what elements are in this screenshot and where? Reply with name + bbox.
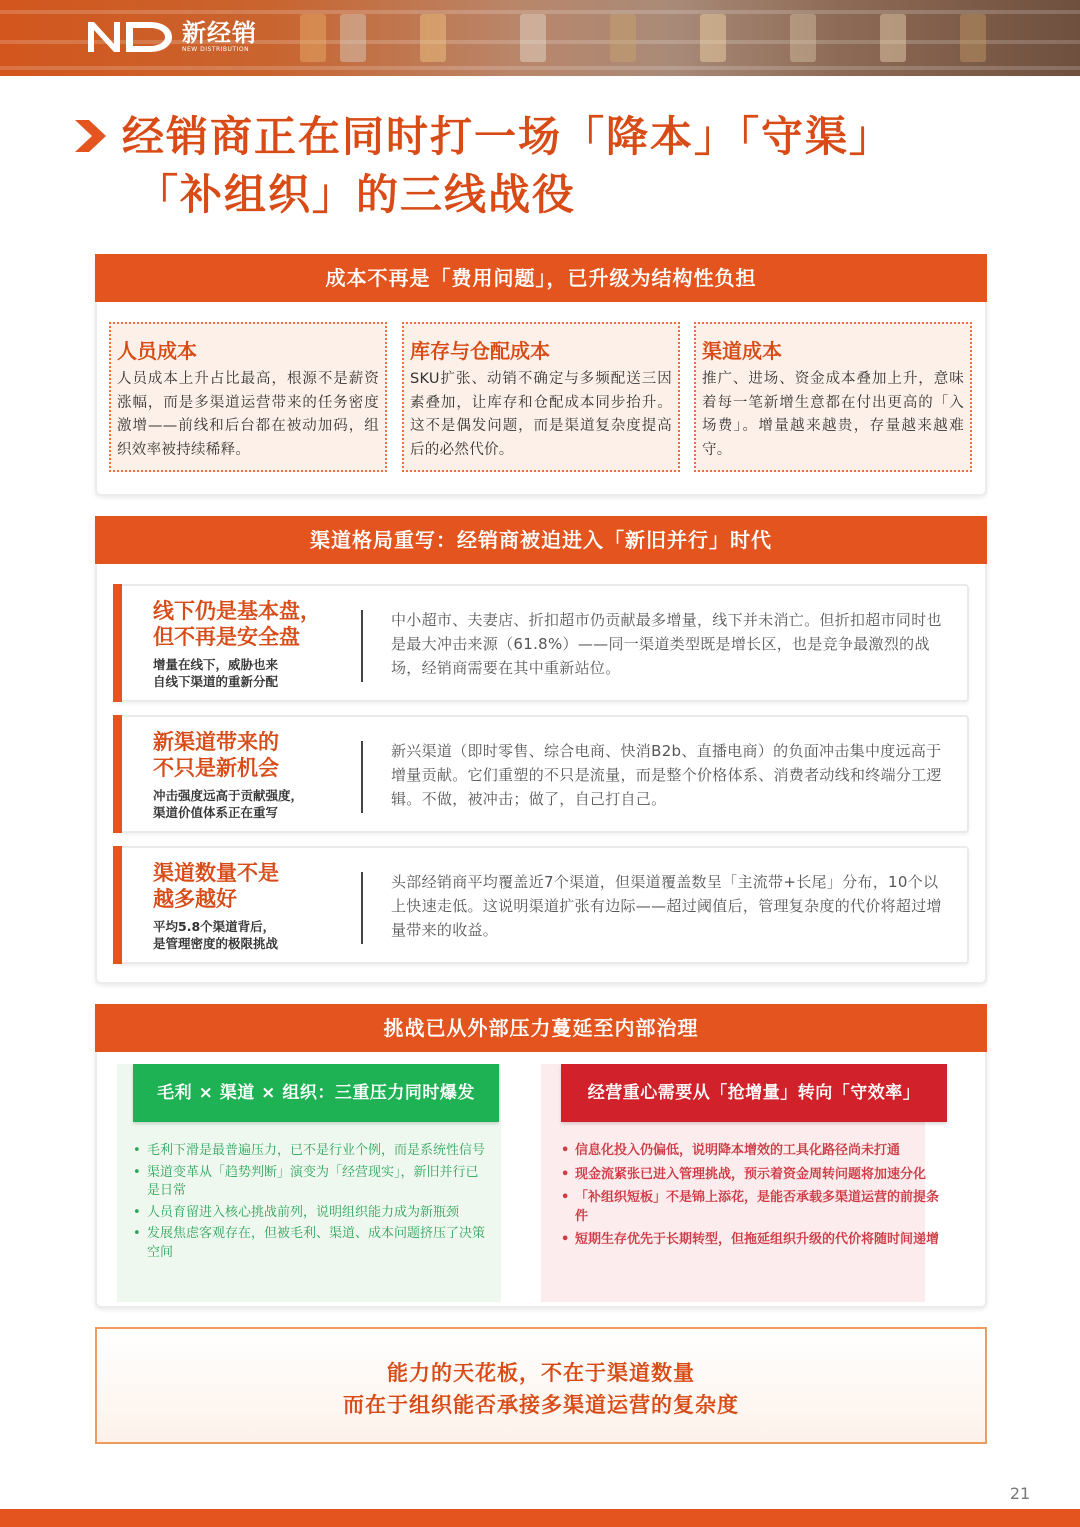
cost-card-title: 人员成本 bbox=[117, 339, 197, 363]
title-line-2: 「补组织」的三线战役 bbox=[136, 170, 577, 219]
page-number: 21 bbox=[1009, 1484, 1031, 1503]
cost-section bbox=[95, 254, 987, 496]
cost-card-body: SKU扩张、动销不确定与多频配送三因素叠加，让库存和仓配成本同步抬升。这不是偶发问题，而是渠道复杂度提高后的必然代价。 bbox=[410, 371, 672, 458]
channel-row-title-line: 不只是新机会 bbox=[153, 756, 279, 780]
channel-row-subtitle-line: 自线下渠道的重新分配 bbox=[153, 674, 279, 689]
shelf-product bbox=[960, 14, 986, 62]
pressure-heading: 毛利 × 渠道 × 组织：三重压力同时爆发 bbox=[133, 1064, 499, 1122]
list-item: • 「补组织短板」不是锦上添花，是能否承载多渠道运营的前提条件 bbox=[559, 1189, 939, 1226]
cost-card-inventory bbox=[402, 322, 680, 472]
channel-row-subtitle-line: 平均5.8个渠道背后， bbox=[153, 919, 276, 934]
shelf-product bbox=[340, 14, 366, 62]
cost-card-channel bbox=[694, 322, 972, 472]
vertical-divider bbox=[361, 872, 363, 944]
pressure-list bbox=[131, 1142, 487, 1265]
cost-section-heading: 成本不再是「费用问题」，已升级为结构性负担 bbox=[95, 254, 987, 302]
channel-row-subtitle-line: 渠道价值体系正在重写 bbox=[153, 805, 279, 820]
list-item: • 毛利下滑是最普遍压力，已不是行业个例，而是系统性信号 bbox=[131, 1142, 487, 1161]
channel-row-text: 新兴渠道（即时零售、综合电商、快消B2b、直播电商）的负面冲击集中度远高于增量贡献。它们重塑的不只是流量，而是整个价格体系、消费者动线和终端分工逻辑。不做，被冲击；做了，自己打自己。 bbox=[391, 742, 942, 808]
channel-row-subtitle-line: 增量在线下，威胁也来 bbox=[153, 657, 279, 672]
shelf-product bbox=[420, 14, 446, 62]
vertical-divider bbox=[361, 610, 363, 682]
channel-row-title-line: 但不再是安全盘 bbox=[153, 625, 300, 649]
channel-row-title-line: 越多越好 bbox=[153, 887, 237, 911]
vertical-divider bbox=[361, 741, 363, 813]
channel-row-text: 头部经销商平均覆盖近7个渠道，但渠道覆盖数呈「主流带+长尾」分布，10个以上快速走低。这说明渠道扩张有边际——超过阈值后，管理复杂度的代价将超过增量带来的收益。 bbox=[391, 873, 942, 939]
pressure-column bbox=[117, 1064, 501, 1302]
list-item: • 短期生存优先于长期转型，但拖延组织升级的代价将随时间递增 bbox=[559, 1231, 939, 1250]
title-line-1: 经销商正在同时打一场「降本」「守渠」 bbox=[122, 112, 894, 161]
page-title bbox=[122, 108, 1022, 224]
channel-row-text: 中小超市、夫妻店、折扣超市仍贡献最多增量，线下并未消亡。但折扣超市同时也是最大冲击来源（61.8%）——同一渠道类型既是增长区，也是竞争最激烈的战场，经销商需要在其中重新站位。 bbox=[391, 611, 942, 677]
logo-chinese-text: 新经销 bbox=[182, 19, 257, 47]
shelf-product bbox=[300, 14, 326, 62]
cost-card-title: 渠道成本 bbox=[702, 339, 782, 363]
channel-row-subtitle bbox=[153, 656, 353, 690]
channel-row-title-line: 新渠道带来的 bbox=[153, 730, 279, 754]
shelf-product bbox=[610, 14, 636, 62]
channel-row-title-line: 线下仍是基本盘， bbox=[153, 599, 321, 623]
cost-card-title: 库存与仓配成本 bbox=[410, 339, 550, 363]
list-item: • 信息化投入仍偏低，说明降本增效的工具化路径尚未打通 bbox=[559, 1142, 939, 1161]
shelf-product bbox=[790, 14, 816, 62]
conclusion-box bbox=[95, 1327, 987, 1444]
shelf-line bbox=[0, 66, 1080, 70]
list-item: • 发展焦虑客观存在，但被毛利、渠道、成本问题挤压了决策空间 bbox=[131, 1225, 487, 1262]
channel-row-subtitle-line: 冲击强度远高于贡献强度， bbox=[153, 788, 304, 803]
cost-card-body: 推广、进场、资金成本叠加上升，意味着每一笔新增生意都在付出更高的「入场费」。增量越来越贵，存量越来越难守。 bbox=[702, 371, 964, 458]
channel-section-heading: 渠道格局重写：经销商被迫进入「新旧并行」时代 bbox=[95, 516, 987, 564]
row-accent-bar bbox=[113, 715, 122, 833]
shelf-product bbox=[520, 14, 546, 62]
brand-logo bbox=[84, 18, 257, 56]
challenge-section-heading: 挑战已从外部压力蔓延至内部治理 bbox=[95, 1004, 987, 1052]
list-item: • 渠道变革从「趋势判断」演变为「经营现实」，新旧并行已是日常 bbox=[131, 1164, 487, 1201]
channel-row-count bbox=[113, 846, 969, 964]
header-banner bbox=[0, 0, 1080, 76]
list-item: • 人员育留进入核心挑战前列，说明组织能力成为新瓶颈 bbox=[131, 1204, 487, 1223]
channel-row-title bbox=[153, 598, 353, 650]
channel-row-offline bbox=[113, 584, 969, 702]
channel-row-subtitle bbox=[153, 918, 353, 952]
row-accent-bar bbox=[113, 584, 122, 702]
footer-bar bbox=[0, 1509, 1080, 1527]
logo-english-text: NEW DISTRIBUTION bbox=[182, 46, 250, 53]
conclusion-line-2: 而在于组织能否承接多渠道运营的复杂度 bbox=[343, 1393, 739, 1417]
challenge-section bbox=[95, 1004, 987, 1308]
conclusion-line-1: 能力的天花板，不在于渠道数量 bbox=[387, 1361, 695, 1385]
shelf-product bbox=[880, 14, 906, 62]
channel-row-title bbox=[153, 729, 353, 781]
channel-row-new bbox=[113, 715, 969, 833]
chevron-right-icon bbox=[72, 118, 108, 154]
focus-list bbox=[559, 1142, 939, 1255]
nd-logo-icon bbox=[84, 18, 176, 56]
channel-section bbox=[95, 516, 987, 984]
channel-row-subtitle-line: 是管理密度的极限挑战 bbox=[153, 936, 279, 951]
shelf-product bbox=[700, 14, 726, 62]
cost-card-body: 人员成本上升占比最高，根源不是薪资涨幅，而是多渠道运营带来的任务密度激增——前线和后台都在被动加码，组织效率被持续稀释。 bbox=[117, 371, 379, 458]
list-item: • 现金流紧张已进入管理挑战，预示着资金周转问题将加速分化 bbox=[559, 1166, 939, 1185]
channel-row-subtitle bbox=[153, 787, 353, 821]
row-accent-bar bbox=[113, 846, 122, 964]
cost-card-personnel bbox=[109, 322, 387, 472]
focus-heading: 经营重心需要从「抢增量」转向「守效率」 bbox=[561, 1064, 947, 1122]
focus-column bbox=[541, 1064, 940, 1302]
channel-row-title bbox=[153, 860, 353, 912]
channel-row-title-line: 渠道数量不是 bbox=[153, 861, 279, 885]
